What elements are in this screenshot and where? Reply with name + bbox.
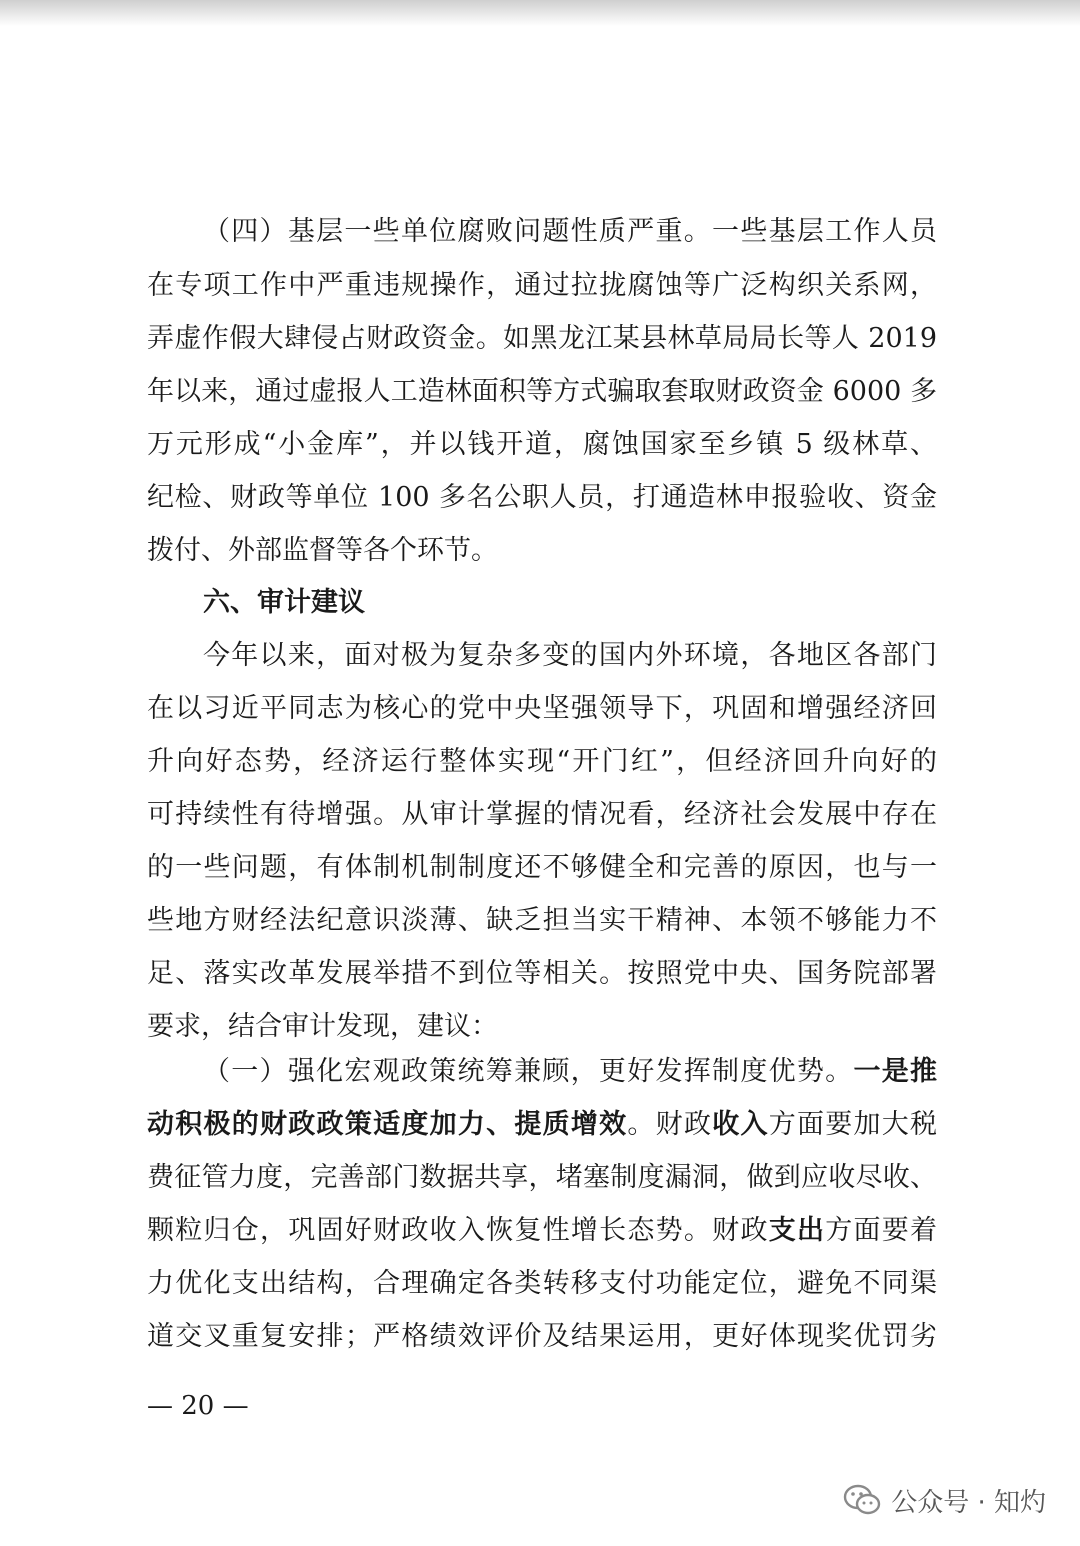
para-one-line-3: 费征管力度，完善部门数据共享，堵塞制度漏洞，做到应收尽收、 <box>147 1162 937 1193</box>
para-four-line-5: 万元形成“小金库”，并以钱开道，腐蚀国家至乡镇 5 级林草、 <box>147 429 937 460</box>
para-four-line-6: 纪检、财政等单位 100 多名公职人员，打通造林申报验收、资金 <box>147 482 937 513</box>
para-four-line-7: 拨付、外部监督等各个环节。 <box>147 535 498 566</box>
wechat-icon <box>843 1483 881 1517</box>
para-intro-line-3: 升向好态势，经济运行整体实现“开门红”，但经济回升向好的 <box>147 746 937 777</box>
para-one-heading: （一）强化宏观政策统筹兼顾，更好发挥制度优势。 <box>203 1056 854 1087</box>
para-four-line-1: （四）基层一些单位腐败问题性质严重。一些基层工作人员 <box>203 216 937 247</box>
para-one-lead-bold-continued: 动积极的财政政策适度加力、提质增效 <box>147 1109 628 1140</box>
watermark <box>843 1480 1046 1520</box>
watermark-text: 公众号 · 知灼 <box>891 1487 1046 1518</box>
para-one-line-6: 道交叉重复安排；严格绩效评价及结果运用，更好体现奖优罚劣 <box>147 1321 937 1352</box>
para-one-line-2 <box>147 1105 937 1145</box>
para-one-line-1 <box>203 1052 937 1092</box>
para-intro-line-1: 今年以来，面对极为复杂多变的国内外环境，各地区各部门 <box>203 640 937 671</box>
para-one-line-2-text-b: 方面要加大税 <box>768 1109 938 1140</box>
section-six-heading: 六、审计建议 <box>203 587 365 618</box>
para-one-line-5: 力优化支出结构，合理确定各类转移支付功能定位，避免不同渠 <box>147 1268 937 1299</box>
para-four-line-4: 年以来，通过虚报人工造林面积等方式骗取套取财政资金 6000 多 <box>147 376 937 407</box>
para-intro-line-8: 要求，结合审计发现，建议： <box>147 1011 498 1042</box>
page-number: — 20 — <box>147 1391 249 1421</box>
para-one-lead-bold: 一是推 <box>853 1056 938 1087</box>
para-one-line-4 <box>147 1211 937 1251</box>
para-intro-line-2: 在以习近平同志为核心的党中央坚强领导下，巩固和增强经济回 <box>147 693 937 724</box>
para-intro-line-4: 可持续性有待增强。从审计掌握的情况看，经济社会发展中存在 <box>147 799 937 830</box>
para-intro-line-5: 的一些问题，有体制机制制度还不够健全和完善的原因，也与一 <box>147 852 937 883</box>
para-one-expenditure-bold: 支出 <box>768 1215 826 1246</box>
para-one-revenue-bold: 收入 <box>712 1109 769 1140</box>
para-intro-line-7: 足、落实改革发展举措不到位等相关。按照党中央、国务院部署 <box>147 958 937 989</box>
para-one-line-4-text-a: 颗粒归仓，巩固好财政收入恢复性增长态势。财政 <box>147 1215 769 1246</box>
para-one-line-4-text-b: 方面要着 <box>825 1215 938 1246</box>
para-four-line-3: 弄虚作假大肆侵占财政资金。如黑龙江某县林草局局长等人 2019 <box>147 323 937 354</box>
para-four-line-2: 在专项工作中严重违规操作，通过拉拢腐蚀等广泛构织关系网， <box>147 270 937 301</box>
para-intro-line-6: 些地方财经法纪意识淡薄、缺乏担当实干精神、本领不够能力不 <box>147 905 937 936</box>
para-one-line-2-text-a: 。财政 <box>627 1109 713 1140</box>
